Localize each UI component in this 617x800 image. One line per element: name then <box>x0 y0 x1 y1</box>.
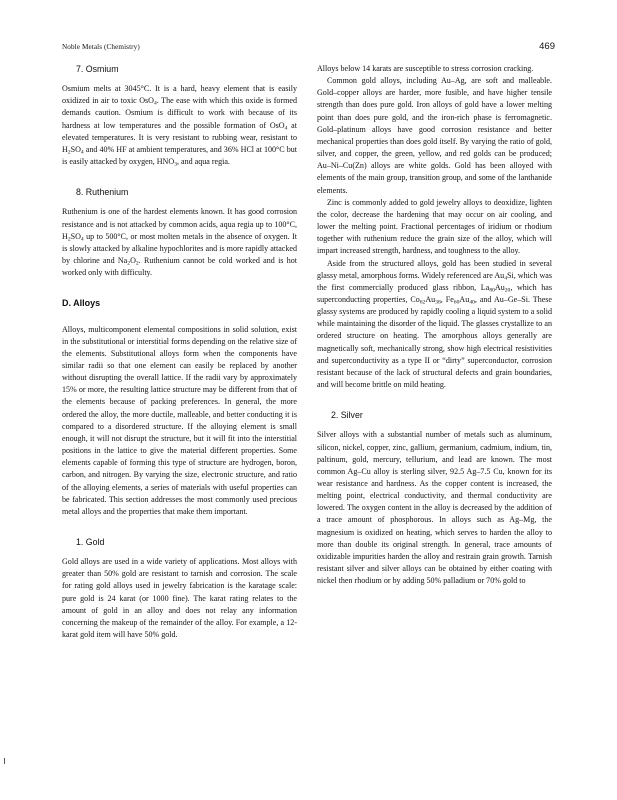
margin-mark <box>4 758 5 764</box>
left-column <box>62 63 297 641</box>
section-heading-gold: 1. Gold <box>76 537 105 547</box>
page-number: 469 <box>539 41 555 52</box>
section-heading-alloys: D. Alloys <box>62 298 101 309</box>
alloys-paragraph: Alloys, multicomponent elemental compositions in solid solution, exist in the substitutional or interstitial forms depending on the relative size of the elements. Substitutional alloys form when the components have similar radii so that one element can easily be replaced by another without disrupting the overall lattice. If the radii vary by approximately 15% or more, the resulting lattice structure may be different from that of the elements because of packing preferences. In general, the more ordered the alloy, the more ductile, malleable, and better conducting it is compared to a disordered structure. If the alloying element is small enough, it will not disrupt the structure, but it will fit into the interstitial positions in the lattice to give the material different properties. Some elements capable of forming this type of structure are hydrogen, boron, carbon, and nitrogen. By varying the size, electronic structure, and ratio of the alloying elements, a series of materials with useful properties can be fabricated. This section addresses the most commonly used precious metal alloys and the properties that make them important. <box>62 324 297 516</box>
glassy-alloys-paragraph: Aside from the structured alloys, gold has been studied in several glassy metal, amorphous forms. Widely referenced are $Au_4Si$, which was the first commercially produced glass ribbon, $La_{80}Au_{20}$, which has superconducting properties, $Co_{62}Au_{38}$, $Fe_{60}Au_{40}$, and Au–Ge–Si. These glassy systems are produced by rapidly cooling a liquid system to a solid while maintaining the disorder of the liquid. The glasses crystallize to an ordered structure on heating. The amorphous alloys generally are magnetically soft, mechanically strong, show high electrical resistivities and superconductivity as a type II or “dirty” superconductor, corrosion resistant because of the lack of structural defects and grain boundaries, and will become brittle on mild heating. <box>317 258 552 390</box>
running-head <box>62 41 555 55</box>
running-title: Noble Metals (Chemistry) <box>62 43 140 51</box>
gold-paragraph: Gold alloys are used in a wide variety of applications. Most alloys with greater than 50% gold are resistant to tarnish and corrosion. The scale for rating gold alloys used in jewelry fabrication is the karatage scale: pure gold is 24 karat (or 1000 fine). The karat rating relates to the amount of gold in an alloy and does not relay any information concerning the makeup of the remainder of the alloy. For example, a 12-karat gold item will have 50% gold. <box>62 557 297 640</box>
section-heading-ruthenium: 8. Ruthenium <box>76 187 129 198</box>
section-heading-silver: 2. Silver <box>331 410 363 421</box>
ruthenium-paragraph: Ruthenium is one of the hardest elements known. It has good corrosion resistance and is not attacked by common acids, aqua regia up to 100°C, $H_2SO_4$ up to 500°C, or most molten metals in the absence of oxygen. It is slowly attacked by alkaline hypochlorites and is more rapidly attacked by chlorine and $Na_2O_2$. Ruthenium cannot be cold worked and is hot worked only with difficulty. <box>62 207 297 278</box>
right-column <box>317 63 552 587</box>
gold-alloys-paragraph: Common gold alloys, including Au–Ag, are soft and malleable. Gold–copper alloys are harder, more fusible, and have higher tensile strength than does pure gold. Iron alloys of gold have a lower melting point than does pure gold, and the iron-rich phase is ferromagnetic. Gold–platinum alloys have good corrosion resistance and better mechanical properties than does gold itself. By varying the ratio of gold, silver, and copper, the green, yellow, and red golds can be produced; Au–Ni–Cu(Zn) alloys are white golds. Gold has been alloyed with elements of the main group, transition group, and some of the lanthanide elements. <box>317 76 552 195</box>
section-heading-osmium: 7. Osmium <box>76 64 119 74</box>
gold-continued-paragraph: Alloys below 14 karats are susceptible to stress corrosion cracking. <box>317 64 534 73</box>
osmium-paragraph: Osmium melts at 3045°C. It is a hard, heavy element that is easily oxidized in air to toxic OsO$_4$. The ease with which this oxide is formed demands caution. Osmium is difficult to work with because of its hardness at low temperatures and the possible formation of OsO$_4$ at elevated temperatures. It is very resistant to rubbing wear, resistant to $H_2SO_4$ and 40% HF at ambient temperatures, and 36% HCl at 100°C but is easily attacked by oxygen, $HNO_3$, and aqua regia. <box>62 84 297 168</box>
silver-paragraph: Silver alloys with a substantial number of metals such as aluminum, silicon, nickel, copper, zinc, gallium, germanium, cadmium, indium, tin, paltinum, gold, mercury, tellurium, and lead are known. The most common Ag–Cu alloy is sterling silver, 92.5 Ag–7.5 Cu, known for its wear resistance and hardness. As the copper content is increased, the melting point, electrical conductivity, and thermal conductivity are lowered. The oxygen content in the alloy is decreased by the addition of a trace amount of phosphorous. In alloys such as Ag–Mg, the magnesium is oxidized on heating, which serves to harden the alloy to more than double its original strength. In general, trace amounts of oxidizable impurities harden the alloy and restrain grain growth. Tarnish resistant silver and silver alloys can be obtained by either coating with nickel then rhodium or by adding 50% palladium or 70% gold to <box>317 430 552 586</box>
zinc-paragraph: Zinc is commonly added to gold jewelry alloys to deoxidize, lighten the color, decrease the hardening that may occur on air cooling, and lower the melting point. Fractional percentages of iridium or rhodium together with ruthenium reduce the grain size of the alloy, which will impart increased strength, hardness, and toughness to the alloy. <box>317 197 552 256</box>
